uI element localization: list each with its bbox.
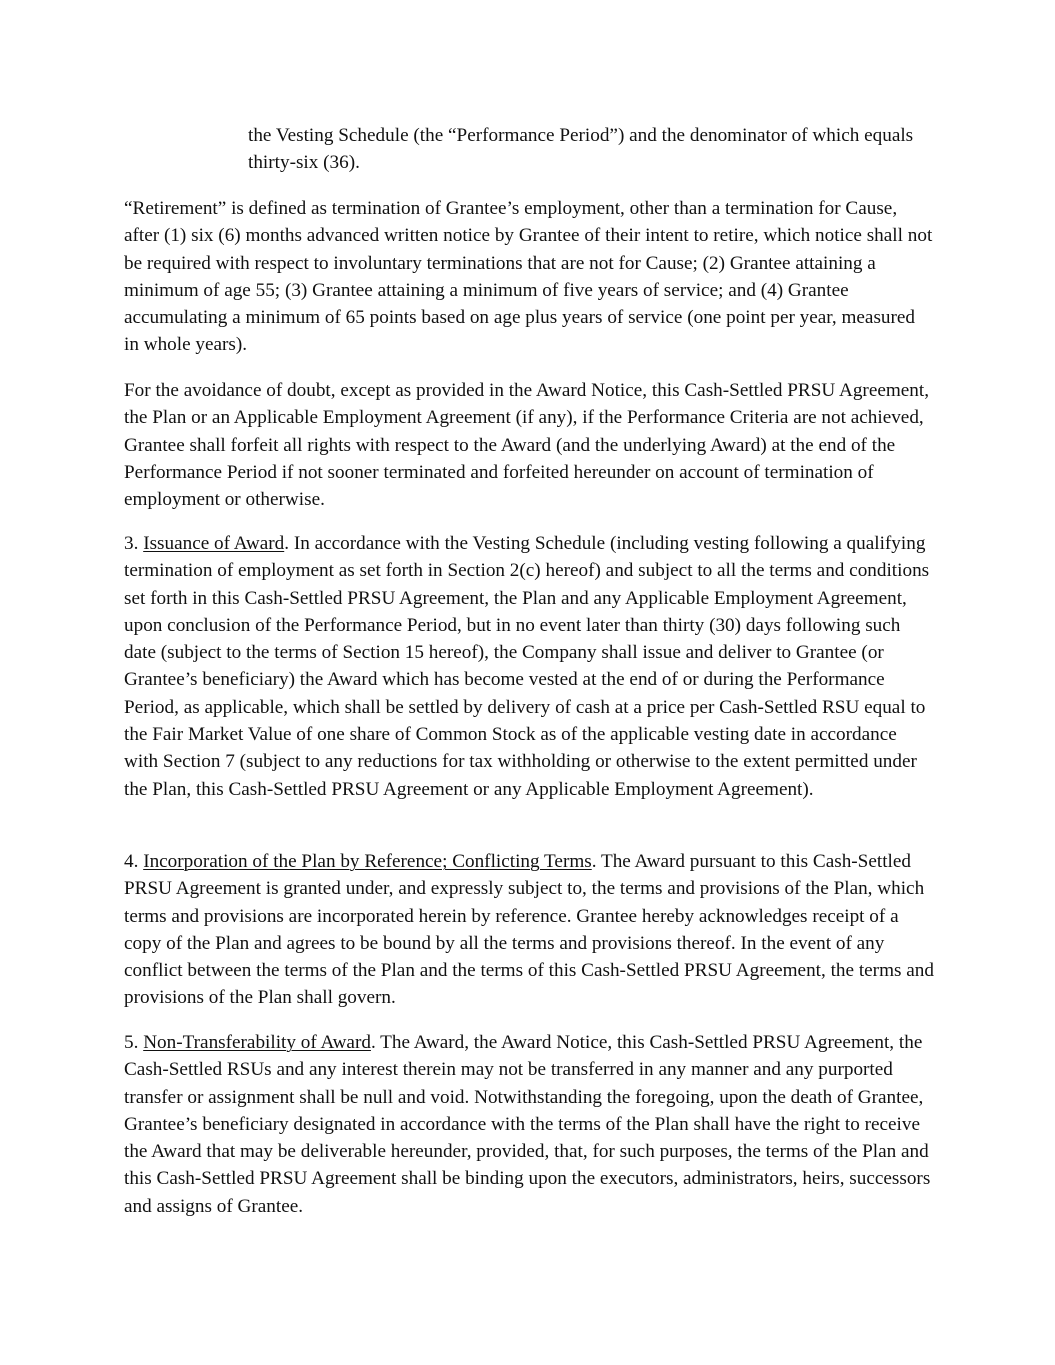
section-heading: Issuance of Award (143, 533, 285, 554)
section-number: 3. (124, 533, 139, 554)
section-number: 5. (124, 1032, 139, 1053)
section-heading: Non-Transferability of Award (143, 1032, 371, 1053)
section-body: . The Award, the Award Notice, this Cash-Settled PRSU Agreement, the Cash-Settled RSUs and any interest therein may not be transferred in any manner and any purported transfer or assignment shall be null and void. Notwithstanding the foregoing, upon the death of Grantee, Grantee’s beneficiary designated in accordance with the terms of the Plan shall have the right to receive the Award that may be deliverable hereunder, provided, that, for such purposes, the terms of the Plan and this Cash-Settled PRSU Agreement shall be binding upon the executors, administrators, heirs, successors and assigns of Grantee. (124, 1032, 931, 1217)
section-body: . The Award pursuant to this Cash-Settled PRSU Agreement is granted under, and expressly subject to, the terms and provisions of the Plan, which terms and provisions are incorporated herein by reference. Grantee hereby acknowledges receipt of a copy of the Plan and agrees to be bound by all the terms and provisions thereof. In the event of any conflict between the terms of the Plan and the terms of this Cash-Settled PRSU Agreement, the terms and provisions of the Plan shall govern. (124, 851, 934, 1009)
avoidance-of-doubt-paragraph: For the avoidance of doubt, except as provided in the Award Notice, this Cash-Settled PRSU Agreement, the Plan or an Applicable Employment Agreement (if any), if the Performance Criteria are not achieved, Grantee shall forfeit all rights with respect to the Award (and the underlying Award) at the end of the Performance Period if not sooner terminated and forfeited hereunder on account of termination of employment or otherwise. (124, 380, 930, 511)
retirement-definition-paragraph: “Retirement” is defined as termination of Grantee’s employment, other than a termination for Cause, after (1) six (6) months advanced written notice by Grantee of their intent to retire, which notice shall not be required with respect to involuntary terminations that are not for Cause; (2) Grantee attaining a minimum of age 55; (3) Grantee attaining a minimum of five years of service; and (4) Grantee accumulating a minimum of 65 points based on age plus years of service (one point per year, measured in whole years). (124, 198, 933, 356)
section-4-incorporation-of-plan (124, 848, 934, 1012)
section-5-non-transferability (124, 1029, 934, 1220)
section-body: . In accordance with the Vesting Schedule (including vesting following a qualifying termination of employment as set forth in Section 2(c) hereof) and subject to all the terms and conditions set forth in this Cash-Settled PRSU Agreement, the Plan and any Applicable Employment Agreement, upon conclusion of the Performance Period, but in no event later than thirty (30) days following such date (subject to the terms of Section 15 hereof), the Company shall issue and deliver to Grantee (or Grantee’s beneficiary) the Award which has become vested at the end of or during the Performance Period, as applicable, which shall be settled by delivery of cash at a price per Cash-Settled RSU equal to the Fair Market Value of one share of Common Stock as of the applicable vesting date in accordance with Section 7 (subject to any reductions for tax withholding or otherwise to the extent permitted under the Plan, this Cash-Settled PRSU Agreement or any Applicable Employment Agreement). (124, 533, 930, 800)
section-number: 4. (124, 851, 139, 872)
section-3-issuance-of-award (124, 530, 934, 803)
continuation-paragraph: the Vesting Schedule (the “Performance Period”) and the denominator of which equals thirty-six (36). (248, 125, 914, 174)
section-heading: Incorporation of the Plan by Reference; Conflicting Terms (143, 851, 592, 872)
